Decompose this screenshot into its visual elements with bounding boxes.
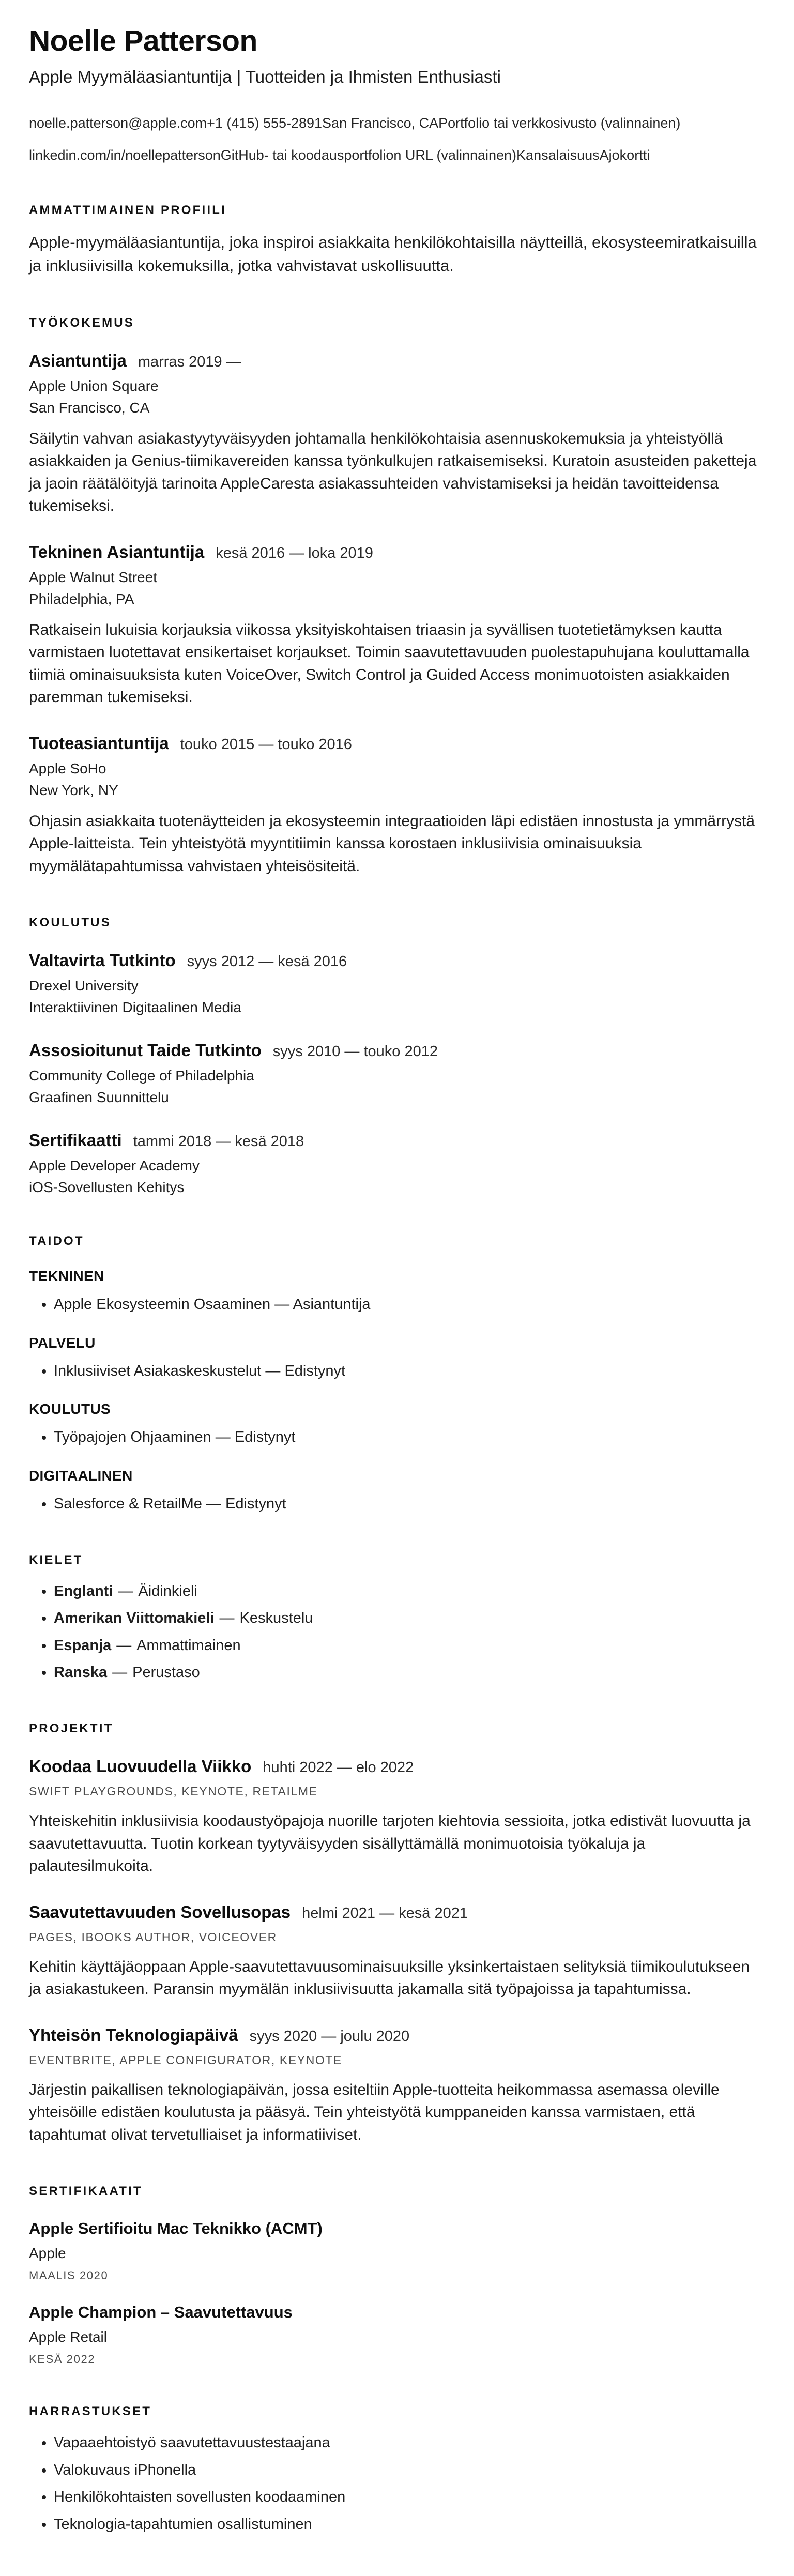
section-experience-label: TYÖKOKEMUS <box>29 315 135 330</box>
degree-dates: tammi 2018 — kesä 2018 <box>133 1133 304 1150</box>
degree-field: Graafinen Suunnittelu <box>29 1089 169 1106</box>
project-title: Yhteisön Teknologiapäivä <box>29 2025 238 2045</box>
job-company: Apple SoHo <box>29 760 106 776</box>
project-title: Koodaa Luovuudella Viikko <box>29 1757 252 1776</box>
job-title: Tekninen Asiantuntija <box>29 542 205 561</box>
language-name: Amerikan Viittomakieli <box>54 1610 215 1627</box>
hobby-item: • Teknologia-tapahtumien osallistuminen <box>54 2514 763 2535</box>
degree-school: Community College of Philadelphia <box>29 1068 254 1084</box>
language-name: Ranska <box>54 1664 108 1681</box>
section-languages <box>29 1553 763 1683</box>
project-dates: huhti 2022 — elo 2022 <box>263 1759 414 1776</box>
job-description: Ohjasin asiakkaita tuotenäytteiden ja ekosysteemin integraatioiden läpi edistäen innostusta ja ymmärrystä Apple-laitteista. Tein yhteistyötä myyntitiimin kanssa korostaen inklusiivisia ominaisuuksia myymälätapahtumissa vahvistaen yhteisösiteitä. <box>29 812 755 875</box>
job-description: Säilytin vahvan asiakastyytyväisyyden johtamalla henkilökohtaisia asennuskokemuksia ja yhteistyöllä asiakkaiden ja Genius-tiimikavereiden kanssa työnkulkujen ratkaisemiseksi. Kuratoin asusteiden paketteja ja jaoin räätälöityjä tarinoita AppleCaresta asiakassuhteiden vahvistamiseksi ja heidän tavoitteidensa tukemiseksi. <box>29 430 757 515</box>
skill-group <box>29 1335 763 1382</box>
skill-list <box>29 1493 763 1515</box>
certification-entry <box>29 2219 763 2282</box>
language-item <box>54 1662 763 1683</box>
hobby-item: • Henkilökohtaisten sovellusten koodaaminen <box>54 2487 763 2508</box>
job-title: Asiantuntija <box>29 350 127 370</box>
education-entry <box>29 1131 763 1196</box>
certification-title: Apple Sertifioitu Mac Teknikko (ACMT) <box>29 2219 323 2237</box>
candidate-headline: Apple Myymäläasiantuntija | Tuotteiden ja Ihmisten Enthusiasti <box>29 67 501 86</box>
experience-entry <box>29 542 763 709</box>
certification-issuer: Apple Retail <box>29 2329 107 2345</box>
skill-group <box>29 1468 763 1515</box>
degree-field: iOS-Sovellusten Kehitys <box>29 1179 185 1196</box>
project-title: Saavutettavuuden Sovellusopas <box>29 1902 291 1922</box>
hobby-item: • Vapaaehtoistyö saavutettavuustestaajana <box>54 2432 763 2453</box>
section-projects <box>29 1721 763 2146</box>
contact-citizenship: Kansalaisuus <box>516 147 600 163</box>
project-entry <box>29 1757 763 1878</box>
skill-item: • Työpajojen Ohjaaminen — Edistynyt <box>54 1427 763 1448</box>
candidate-name: Noelle Patterson <box>29 24 257 57</box>
language-level: Ammattimainen <box>136 1637 241 1654</box>
contact-email: noelle.patterson@apple.com <box>29 115 207 131</box>
contact-location: San Francisco, CA <box>322 115 439 131</box>
project-entry-head <box>29 1757 763 1776</box>
skill-group <box>29 1401 763 1448</box>
experience-entry-head <box>29 734 763 753</box>
contact-linkedin: linkedin.com/in/noellepatterson <box>29 147 221 163</box>
job-title: Tuoteasiantuntija <box>29 733 169 753</box>
job-location: New York, NY <box>29 782 118 798</box>
job-company: Apple Walnut Street <box>29 569 157 585</box>
project-entry-head <box>29 1902 763 1922</box>
language-separator: — <box>116 1637 132 1654</box>
degree-school: Drexel University <box>29 978 139 994</box>
certification-issuer: Apple <box>29 2245 66 2261</box>
job-description: Ratkaisein lukuisia korjauksia viikossa yksityiskohtaisen triaasin ja syvällisen tuotetietämyksen kautta varmistaen luotettavat ensikertaiset korjaukset. Toimin saavutettavuuden puolestapuhujana kouluttamalla tiimiä ominaisuuksista kuten VoiceOver, Switch Control ja Guided Access monimuotoisten asiakkaiden paremman tukemiseksi. <box>29 621 750 706</box>
contact-github: GitHub- tai koodausportfolion URL (valinnainen) <box>220 147 517 163</box>
language-item <box>54 1581 763 1602</box>
section-hobbies <box>29 2404 763 2535</box>
experience-entry <box>29 734 763 878</box>
section-skills <box>29 1234 763 1514</box>
section-certifications-label: SERTIFIKAATIT <box>29 2184 143 2198</box>
project-tools: SWIFT PLAYGROUNDS, KEYNOTE, RETAILME <box>29 1785 318 1798</box>
section-experience <box>29 316 763 878</box>
profile-text: Apple-myymäläasiantuntija, joka inspiroi asiakkaita henkilökohtaisilla näytteillä, ekosysteemiratkaisuilla ja inklusiivisilla kokemuksilla, jotka vahvistavat uskollisuutta. <box>29 233 757 275</box>
certification-title: Apple Champion – Saavutettavuus <box>29 2303 293 2321</box>
language-level: Keskustelu <box>239 1610 313 1627</box>
project-entry <box>29 2025 763 2146</box>
skill-list <box>29 1427 763 1448</box>
skill-list <box>29 1361 763 1382</box>
section-profile <box>29 203 763 278</box>
job-location: Philadelphia, PA <box>29 590 134 607</box>
language-level: Äidinkieli <box>138 1582 197 1599</box>
job-dates: marras 2019 — <box>138 353 241 370</box>
degree-title: Assosioitunut Taide Tutkinto <box>29 1041 262 1060</box>
section-certifications <box>29 2184 763 2366</box>
section-profile-label: AMMATTIMAINEN PROFIILI <box>29 203 226 217</box>
experience-entry-head <box>29 351 763 371</box>
project-tools: PAGES, IBOOKS AUTHOR, VOICEOVER <box>29 1930 277 1944</box>
section-education <box>29 916 763 1196</box>
skill-category: KOULUTUS <box>29 1401 111 1417</box>
language-level: Perustaso <box>132 1664 200 1681</box>
project-dates: syys 2020 — joulu 2020 <box>249 2028 410 2045</box>
language-item <box>54 1608 763 1629</box>
experience-entry <box>29 351 763 517</box>
project-entry <box>29 1902 763 2001</box>
project-description: Kehitin käyttäjäoppaan Apple-saavutettavuusominaisuuksille yksinkertaistaen selityksiä tiimikoulutukseen ja asiakastukeen. Paransin myymälän inklusiivisuutta jakamalla sitä työpajoissa ja tapahtumissa. <box>29 1958 750 1998</box>
experience-entry-head <box>29 542 763 562</box>
language-item <box>54 1635 763 1656</box>
hobby-item: • Valokuvaus iPhonella <box>54 2460 763 2481</box>
contact-phone: +1 (415) 555-2891 <box>207 115 323 131</box>
certification-date: MAALIS 2020 <box>29 2269 109 2282</box>
skill-item: • Inklusiiviset Asiakaskeskustelut — Edistynyt <box>54 1361 763 1382</box>
education-entry-head <box>29 951 763 970</box>
language-separator: — <box>118 1582 133 1599</box>
contact-portfolio: Portfolio tai verkkosivusto (valinnainen) <box>438 115 681 131</box>
resume-header <box>29 24 763 165</box>
job-company: Apple Union Square <box>29 377 159 394</box>
project-description: Yhteiskehitin inklusiivisia koodaustyöpajoja nuorille tarjoten kiehtovia sessioita, jotka edistivät luovuutta ja saavutettavuutta. Tuotin korkean tyytyväisyyden sisällyttämällä monimuotoisia työkaluja ja palautesilmukoita. <box>29 1812 751 1874</box>
job-dates: touko 2015 — touko 2016 <box>180 736 352 753</box>
skill-group <box>29 1268 763 1315</box>
education-entry <box>29 1041 763 1106</box>
language-separator: — <box>112 1664 128 1681</box>
section-projects-label: PROJEKTIT <box>29 1721 114 1735</box>
project-entry-head <box>29 2025 763 2045</box>
degree-title: Sertifikaatti <box>29 1131 122 1150</box>
skill-item: • Apple Ekosysteemin Osaaminen — Asiantuntija <box>54 1294 763 1315</box>
education-entry-head <box>29 1131 763 1150</box>
project-tools: EVENTBRITE, APPLE CONFIGURATOR, KEYNOTE <box>29 2053 342 2067</box>
job-dates: kesä 2016 — loka 2019 <box>216 544 373 561</box>
section-languages-label: KIELET <box>29 1552 83 1567</box>
skill-category: TEKNINEN <box>29 1268 104 1285</box>
contact-line-2 <box>29 146 763 164</box>
education-entry <box>29 951 763 1016</box>
skill-category: DIGITAALINEN <box>29 1468 133 1484</box>
language-name: Espanja <box>54 1637 112 1654</box>
hobby-list <box>29 2432 763 2535</box>
contact-driving-license: Ajokortti <box>599 147 650 163</box>
certification-date: KESÄ 2022 <box>29 2353 96 2366</box>
degree-field: Interaktiivinen Digitaalinen Media <box>29 999 241 1016</box>
degree-school: Apple Developer Academy <box>29 1157 200 1174</box>
contact-line-1 <box>29 114 763 132</box>
skill-list <box>29 1294 763 1315</box>
section-skills-label: TAIDOT <box>29 1234 84 1248</box>
skill-category: PALVELU <box>29 1334 96 1351</box>
section-hobbies-label: HARRASTUKSET <box>29 2404 152 2418</box>
language-name: Englanti <box>54 1582 113 1599</box>
education-entry-head <box>29 1041 763 1060</box>
project-dates: helmi 2021 — kesä 2021 <box>302 1904 468 1922</box>
skill-item: • Salesforce & RetailMe — Edistynyt <box>54 1493 763 1515</box>
section-education-label: KOULUTUS <box>29 916 111 930</box>
degree-dates: syys 2010 — touko 2012 <box>272 1043 438 1060</box>
degree-title: Valtavirta Tutkinto <box>29 951 176 970</box>
language-list <box>29 1581 763 1683</box>
language-separator: — <box>219 1610 235 1627</box>
job-location: San Francisco, CA <box>29 399 150 416</box>
degree-dates: syys 2012 — kesä 2016 <box>187 953 347 970</box>
certification-entry <box>29 2303 763 2366</box>
project-description: Järjestin paikallisen teknologiapäivän, jossa esiteltiin Apple-tuotteita heikommassa asemassa oleville yhteisöille edistäen koulutusta ja pääsyä. Tein yhteistyötä kumppaneiden kanssa varmistaen, että tapahtumat olivat tervetulliaiset ja informatiiviset. <box>29 2081 720 2143</box>
